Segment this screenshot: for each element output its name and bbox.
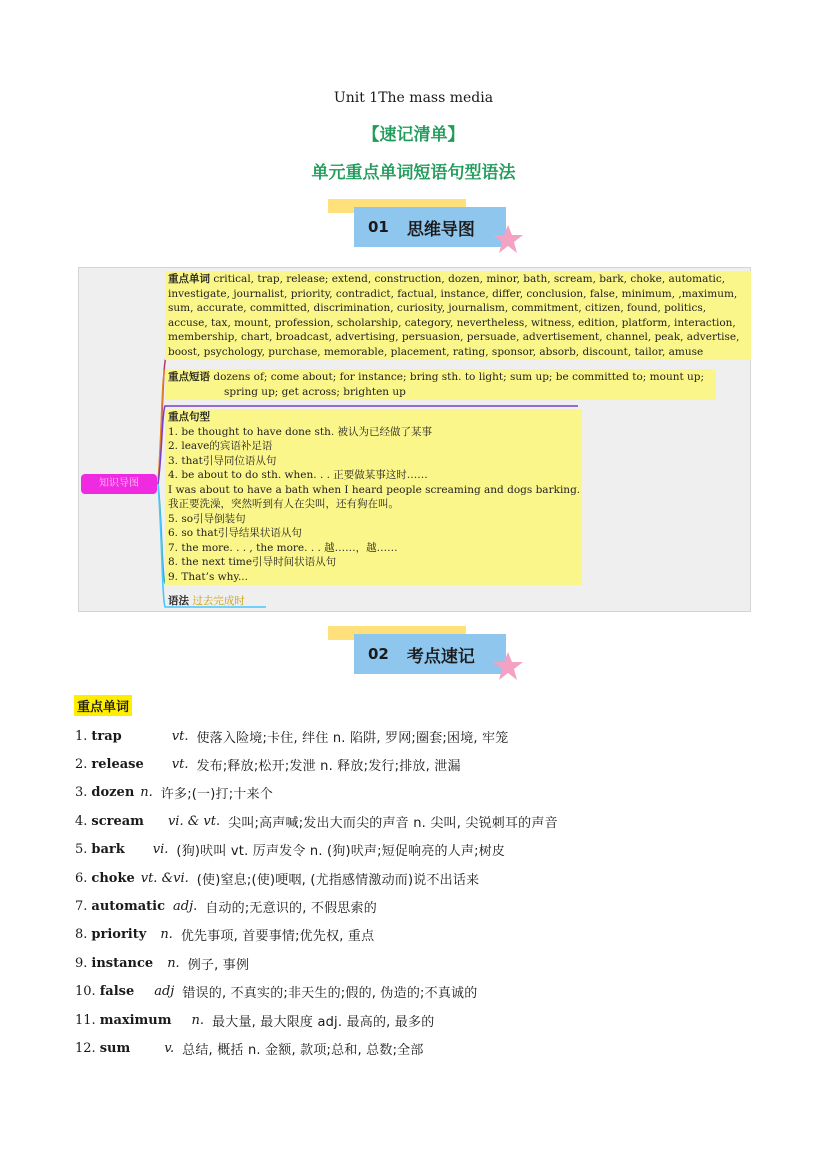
item-pos: vt.	[171, 757, 189, 773]
vocab-item	[75, 864, 775, 892]
vocab-section-label: 重点单词	[74, 695, 132, 716]
item-word: choke	[91, 870, 135, 886]
vocab-item	[75, 1034, 775, 1062]
item-definition: 最大量, 最大限度 adj. 最高的, 最多的	[212, 1014, 435, 1030]
item-definition: 发布;释放;松开;发泄 n. 释放;发行;排放, 泄漏	[196, 759, 461, 775]
vocab-item	[75, 750, 775, 778]
sentence-line: 1. be thought to have done sth. 被认为已经做了某事	[168, 425, 433, 438]
item-definition: 优先事项, 首要事情;优先权, 重点	[180, 929, 375, 945]
grammar-label: 语法	[168, 595, 189, 607]
vocab-item	[75, 921, 775, 949]
item-number: 2.	[75, 757, 88, 773]
star-icon	[492, 223, 524, 255]
item-word: release	[91, 757, 144, 773]
item-word: priority	[91, 927, 147, 943]
sentence-line: I was about to have a bath when I heard people screaming and dogs barking.	[168, 483, 581, 496]
item-pos: vi. & vt.	[167, 813, 221, 829]
item-definition: 尖叫;高声喊;发出大而尖的声音 n. 尖叫, 尖锐刺耳的声音	[228, 815, 558, 831]
mindmap-words-node	[165, 271, 751, 360]
vocab-list	[75, 722, 775, 1063]
sentence-line: 6. so that引导结果状语从句	[168, 527, 302, 539]
item-word: bark	[91, 842, 125, 858]
item-word: trap	[91, 728, 122, 744]
vocab-item	[75, 1006, 775, 1034]
item-definition: 使落入险境;卡住, 绊住 n. 陷阱, 罗网;圈套;困境, 牢笼	[196, 730, 509, 746]
item-pos: vt.	[171, 728, 189, 744]
vocab-item	[75, 779, 775, 807]
badge-number: 01	[368, 218, 389, 236]
badge-label: 思维导图	[406, 219, 475, 240]
sentences-label: 重点句型	[168, 411, 210, 423]
vocab-item	[75, 807, 775, 835]
section-subtitle: 单元重点单词短语句型语法	[311, 163, 516, 183]
item-number: 7.	[75, 899, 88, 915]
item-pos: vt. &vi.	[140, 870, 189, 886]
item-number: 6.	[75, 870, 88, 886]
item-definition: 例子, 事例	[187, 957, 250, 973]
mindmap-sentences-node	[165, 409, 582, 585]
grammar-value: 过去完成时	[192, 595, 245, 607]
item-word: sum	[99, 1040, 131, 1056]
badge-number: 02	[368, 645, 389, 663]
item-number: 11.	[75, 1012, 96, 1028]
item-number: 3.	[75, 785, 88, 801]
badge-label: 考点速记	[406, 646, 475, 667]
item-pos: vi.	[152, 842, 169, 858]
vocab-item	[75, 978, 775, 1006]
document-title: Unit 1The mass media	[333, 90, 494, 106]
item-number: 12.	[75, 1040, 96, 1056]
item-definition: 错误的, 不真实的;非天生的;假的, 伪造的;不真诚的	[182, 986, 478, 1002]
words-text: critical, trap, release; extend, construction, dozen, minor, bath, scream, bark, choke, automatic, investigate, journalist, priority, contradict, factual, instance, differ, conclusion, false, minimum, ,maximum, sum, accurate, committed, discrimination, curiosity, journalism, commitment, citizen, found, politics, accuse, tax, mount, profession, scholarship, category, nevertheless, witness, edition, platform, interaction, membership, chart, broadcast, advertising, persuasion, persuade, advertisement, channel, peak, advertise, boost, psychology, purchase, memorable, placement, rating, sponsor, absorb, discount, tailor, amuse	[168, 273, 740, 358]
sentence-line: 5. so引导倒装句	[168, 512, 246, 525]
badge-front	[354, 207, 506, 247]
item-pos: n.	[140, 785, 153, 801]
sentence-line: 7. the more. . . , the more. . . 越……，越……	[168, 541, 398, 554]
item-word: instance	[91, 955, 154, 971]
item-definition: (使)窒息;(使)哽咽, (尤指感情激动而)说不出话来	[196, 872, 480, 888]
item-number: 9.	[75, 955, 88, 971]
item-pos: n.	[191, 1012, 205, 1028]
vocab-item	[75, 836, 775, 864]
mindmap-root-node: 知识导图	[81, 474, 157, 494]
item-number: 1.	[75, 728, 88, 744]
phrases-line2: spring up; get across; brighten up	[224, 385, 406, 398]
item-pos: n.	[167, 955, 180, 971]
vocab-item	[75, 892, 775, 920]
badge-front	[354, 634, 506, 674]
item-number: 5.	[75, 842, 88, 858]
item-pos: v.	[164, 1040, 175, 1056]
words-label: 重点单词	[168, 273, 210, 285]
item-word: false	[99, 984, 135, 1000]
phrases-line1: dozens of; come about; for instance; bring sth. to light; sum up; be committed to; mount up;	[213, 371, 705, 383]
star-icon	[492, 650, 524, 682]
item-word: dozen	[91, 785, 135, 801]
sentence-line: 2. leave的宾语补足语	[168, 440, 273, 452]
badge-mindmap	[328, 199, 528, 259]
sentence-line: 8. the next time引导时间状语从句	[168, 556, 337, 568]
badge-keypoints	[328, 626, 528, 686]
sentence-line: 4. be about to do sth. when. . . 正要做某事这时……	[168, 469, 428, 481]
mindmap-phrases-node	[165, 369, 716, 400]
item-pos: n.	[160, 927, 173, 943]
item-pos: adj	[154, 984, 175, 1000]
sentence-line: 3. that引导同位语从句	[168, 454, 277, 467]
item-definition: 许多;(一)打;十来个	[160, 787, 273, 803]
item-definition: (狗)吠叫 vt. 厉声发令 n. (狗)吠声;短促响亮的人声;树皮	[176, 844, 506, 860]
item-word: maximum	[99, 1012, 172, 1028]
vocab-item	[75, 722, 775, 750]
sentence-line: 我正要洗澡，突然听到有人在尖叫，还有狗在叫。	[168, 498, 399, 510]
item-pos: adj.	[173, 899, 198, 915]
item-word: automatic	[91, 899, 165, 915]
item-word: scream	[91, 813, 144, 829]
bracket-title: 【速记清单】	[362, 125, 465, 145]
sentence-line: 9. That’s why...	[168, 570, 248, 583]
item-definition: 总结, 概括 n. 金额, 款项;总和, 总数;全部	[182, 1042, 424, 1058]
item-definition: 自动的;无意识的, 不假思索的	[205, 901, 377, 917]
mindmap-grammar-node	[165, 593, 271, 610]
item-number: 8.	[75, 927, 88, 943]
item-number: 4.	[75, 813, 88, 829]
phrases-label: 重点短语	[168, 371, 210, 383]
vocab-item	[75, 949, 775, 977]
item-number: 10.	[75, 984, 96, 1000]
